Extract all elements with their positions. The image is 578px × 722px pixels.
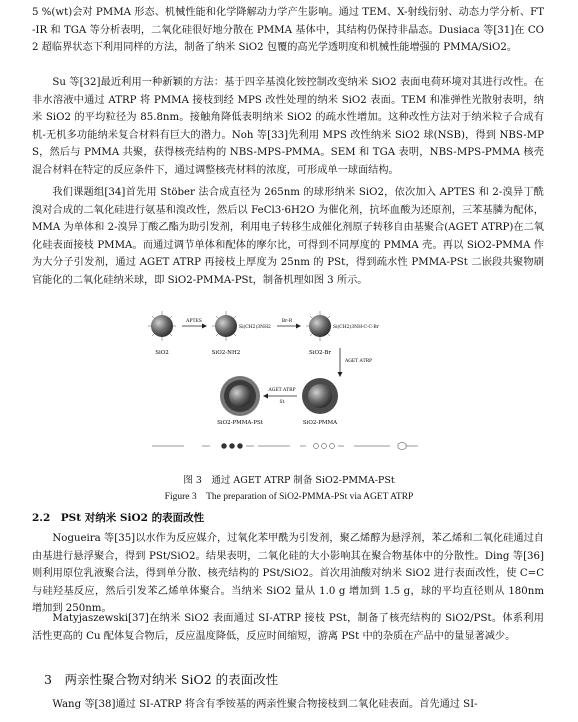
arrow-aget-atrp-down bbox=[338, 348, 372, 377]
sio2-pmma-pst-particle bbox=[217, 376, 264, 426]
sio2-nh2-particle bbox=[212, 311, 271, 356]
svg-text:Si(CH2)3NH-C-C-Br: Si(CH2)3NH-C-C-Br bbox=[333, 325, 379, 330]
label-sio2-br: SiO2-Br bbox=[308, 350, 332, 356]
figure-caption-cn: 图 3 通过 AGET ATRP 制备 SiO2-PMMA-PSt bbox=[183, 475, 395, 486]
sio2-pmma-particle bbox=[302, 378, 338, 426]
arrow-aget-atrp-st bbox=[263, 387, 297, 405]
svg-text:AGET ATRP: AGET ATRP bbox=[345, 359, 372, 364]
svg-text:APTES: APTES bbox=[186, 319, 202, 324]
paragraph-intro: 5 %(wt)会对 PMMA 形态、机械性能和化学降解动力学产生影响。通过 TEM、X-射线衍射、动态力学分析、FT-IR 和 TGA 等分析表明，二氧化硅很好地分散在 PMMA 基体中，其结构仍保持非晶态。Dusiaca 等[31]在 CO2 超临界状态下利用同样的方法，制备了纳米 SiO2 包覆的高光学透明度和机械性能增强的 PMMA/SiO2。 bbox=[32, 7, 544, 53]
paragraph-matyjaszewski: Matyjaszewski[37]在纳米 SiO2 表面通过 SI-ATRP 接枝 PSt，制备了核壳结构的 SiO2/PSt。体系利用活性更高的 Cu 配体复合物后，反应温度降低，反应时间缩短，游离 PSt 中的杂质在产品中的量显著减少。 bbox=[32, 613, 544, 642]
structure-legend bbox=[152, 442, 418, 450]
label-sio2-pmma-pst: SiO2-PMMA-PSt bbox=[217, 420, 263, 426]
label-sio2: SiO2 bbox=[155, 350, 169, 356]
paragraph-our-group: 我们课题组[34]首先用 Stöber 法合成直径为 265nm 的球形纳米 SiO2，依次加入 APTES 和 2-溴异丁酰溴对合成的二氧化硅进行氨基和溴改性，然后以 FeCl3·6H2O 为催化剂，抗坏血酸为还原剂，三苯基膦为配体，MMA 为单体和 2-溴异丁酸乙酯为助引发剂，利用电子转移生成催化剂原子转移自由基聚合(AGET ATRP)在二氧化硅表面接枝 PMMA。而通过调节单体和配体的摩尔比，可得到不同厚度的 PMMA 壳。再以 SiO2-PMMA 作为大分子引发剂，通过 AGET ATRP 再接枝上厚度为 25nm 的 PSt，得到疏水性 PMMA-PSt 二嵌段共聚物刷官能化的二氧化硅纳米球，即 SiO2-PMMA-PSt，制备机理如图 3 所示。 bbox=[32, 187, 544, 286]
sio2-particle bbox=[148, 311, 176, 356]
paragraph-nogueira: Nogueira 等[35]以水作为反应媒介，过氧化苯甲酰为引发剂，聚乙烯醇为悬浮剂，苯乙烯和二氧化硅通过自由基进行悬浮聚合，得到 PSt/SiO2。结果表明，二氧化硅的大小影响其在聚合物基体中的分散性。Ding 等[36]则利用原位乳液聚合法，得到单分散、核壳结构的 PSt/SiO2。首次用油酸对纳米 SiO2 进行表面改性，使 C=C 与硅羟基反应，然后引发苯乙烯单体聚合。当纳米 SiO2 量从 1.0 g 增加到 1.5 g，球的平均直径则从 180nm 增加到 250nm。 bbox=[32, 533, 544, 614]
svg-text:AGET ATRP: AGET ATRP bbox=[268, 388, 296, 393]
arrow-br bbox=[277, 318, 301, 329]
arrow-aptes bbox=[182, 318, 207, 329]
section-heading-3: 3 两亲性聚合物对纳米 SiO2 的表面改性 bbox=[44, 672, 279, 687]
sio2-br-particle bbox=[306, 311, 380, 356]
label-sio2-nh2: SiO2-NH2 bbox=[211, 350, 241, 356]
section-heading-2-2: 2.2 PSt 对纳米 SiO2 的表面改性 bbox=[32, 512, 205, 524]
svg-text:St: St bbox=[279, 400, 285, 405]
paragraph-wang: Wang 等[38]通过 SI-ATRP 将含有季铵基的两亲性聚合物接枝到二氧化硅表面。首先通过 SI- bbox=[52, 699, 478, 710]
figure-caption-en: Figure 3 The preparation of SiO2-PMMA-PSt via AGET ATRP bbox=[164, 492, 414, 502]
svg-text:Br-R: Br-R bbox=[281, 319, 293, 324]
svg-text:Si(CH2)3NH2: Si(CH2)3NH2 bbox=[239, 325, 271, 330]
paragraph-su: Su 等[32]最近利用一种新颖的方法：基于四辛基溴化铵控制改变纳米 SiO2 表面电荷环境对其进行改性。在非水溶液中通过 ATRP 将 PMMA 接枝到经 MPS 改性处理的纳米 SiO2 表面。TEM 和准弹性光散射表明，纳米 SiO2 的平均粒径为 85.8nm。接触角降低表明纳米 SiO2 的疏水性增加。这种改性方法对于纳米粒子合成有机-无机多功能纳米复合材料有巨大的潜力。Noh 等[33]先利用 MPS 改性纳米 SiO2 球(NSB)，得到 NBS-MPS，然后与 PMMA 共聚，获得核壳结构的 NBS-MPS-PMMA。SEM 和 TGA 表明，NBS-MPS-PMMA 核壳混合材料在特定的反应条件下，通过调整核壳材料的浓度，可形成单一球面结构。 bbox=[32, 77, 544, 176]
reaction-scheme-figure bbox=[140, 304, 430, 472]
label-sio2-pmma: SiO2-PMMA bbox=[302, 420, 338, 426]
